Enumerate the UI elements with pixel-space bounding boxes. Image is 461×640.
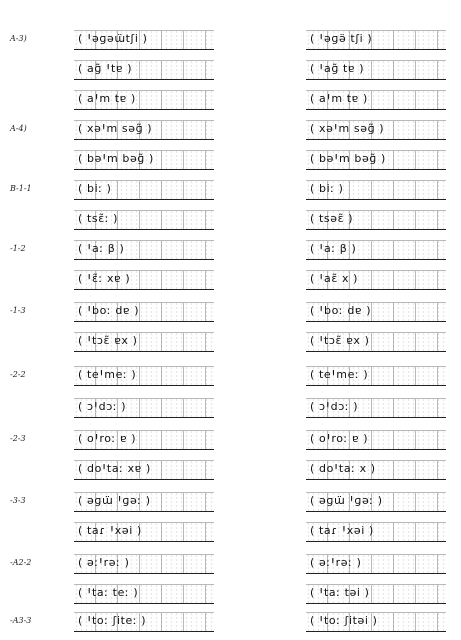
right-transcription: ( Ꞌaː β ) [310,242,357,255]
row [0,146,461,176]
left-transcription: ( biː ) [78,182,112,195]
row [0,456,461,486]
right-transcription: ( doꞋtaː x ) [310,462,376,475]
row-33 [0,488,461,518]
left-transcription-cell [74,398,214,418]
left-transcription: ( Ꞌboː dɐ ) [78,304,140,317]
left-transcription: ( Ꞌtaː teː ) [78,586,139,599]
row-22 [0,362,461,392]
row-12 [0,236,461,266]
left-transcription-cell [74,522,214,542]
right-transcription-cell [306,270,446,290]
row-a22 [0,550,461,580]
right-transcription: ( aꞋm tɐ ) [310,92,368,105]
right-transcription: ( əːꞋrəː ) [310,556,362,569]
right-transcription-cell [306,430,446,450]
row [0,56,461,86]
right-transcription-cell [306,210,446,230]
row [0,266,461,296]
left-transcription: ( doꞋtaː xɐ ) [78,462,151,475]
left-transcription: ( aꞋm tɐ ) [78,92,136,105]
left-transcription: ( aɡ̃ Ꞌtɐ ) [78,62,133,75]
right-transcription: ( Ꞌtɔɛ̃ ɐx ) [310,334,370,347]
left-transcription: ( tsɛ̃ː ) [78,212,119,225]
left-transcription-cell [74,302,214,322]
right-transcription: ( bəꞋm bəɡ̃ ) [310,152,386,165]
left-transcription-cell [74,210,214,230]
left-transcription-cell [74,60,214,80]
right-transcription-cell [306,150,446,170]
left-transcription-cell [74,120,214,140]
row [0,518,461,548]
right-transcription-cell [306,554,446,574]
left-transcription-cell [74,30,214,50]
right-transcription-cell [306,120,446,140]
right-transcription-cell [306,398,446,418]
row-23 [0,426,461,456]
right-transcription-cell [306,522,446,542]
left-transcription-cell [74,332,214,352]
right-transcription: ( tsəɛ̃ ) [310,212,354,225]
row-a3 [0,26,461,56]
left-transcription-cell [74,90,214,110]
row-b11 [0,176,461,206]
row [0,328,461,358]
right-transcription: ( Ꞌaɡ̃ tɐ ) [310,62,365,75]
left-transcription-cell [74,270,214,290]
right-transcription-cell [306,180,446,200]
right-transcription: ( teꞋmeː ) [310,368,369,381]
row-label: -1-2 [10,244,26,253]
right-transcription: ( Ꞌboː dɐ ) [310,304,372,317]
left-transcription-cell [74,554,214,574]
right-transcription: ( əɡɯ̈ Ꞌɡəː ) [310,494,383,507]
right-transcription: ( biː ) [310,182,344,195]
row-label: -3-3 [10,496,26,505]
left-transcription: ( teꞋmeː ) [78,368,137,381]
row-label: B-1-1 [10,184,32,193]
row-13 [0,298,461,328]
row [0,86,461,116]
right-transcription-cell [306,612,446,632]
right-transcription-cell [306,366,446,386]
left-transcription-cell [74,240,214,260]
row [0,580,461,610]
row-a33 [0,608,461,638]
left-transcription: ( Ꞌaː β ) [78,242,125,255]
right-transcription: ( Ꞌtaː təi ) [310,586,370,599]
row-label: -2-3 [10,434,26,443]
right-transcription: ( Ꞌtoː ʃitəi ) [310,614,378,627]
row [0,394,461,424]
left-transcription: ( Ꞌəɡəɯ̈tʃi ) [78,32,148,45]
left-transcription: ( əɡɯ̈ Ꞌɡəː ) [78,494,151,507]
right-transcription-cell [306,332,446,352]
right-transcription-cell [306,30,446,50]
right-transcription-cell [306,584,446,604]
row-label: -2-2 [10,370,26,379]
right-transcription-cell [306,90,446,110]
left-transcription-cell [74,612,214,632]
row-label: -A3-3 [10,616,32,625]
row-label: A-3) [10,34,27,43]
right-transcription-cell [306,60,446,80]
row-label: -1-3 [10,306,26,315]
right-transcription-cell [306,492,446,512]
right-transcription-cell [306,460,446,480]
left-transcription-cell [74,180,214,200]
row [0,206,461,236]
right-transcription-cell [306,302,446,322]
left-transcription: ( bəꞋm bəɡ̃ ) [78,152,154,165]
right-transcription: ( oꞋroː ɐ ) [310,432,369,445]
right-transcription-cell [306,240,446,260]
left-transcription-cell [74,430,214,450]
right-transcription: ( ɔꞋdɔː ) [310,400,359,413]
left-transcription: ( oꞋroː ɐ ) [78,432,137,445]
right-transcription: ( xəꞋm səɡ̃ ) [310,122,385,135]
row-a4 [0,116,461,146]
left-transcription-cell [74,150,214,170]
left-transcription: ( ɔꞋdɔː ) [78,400,127,413]
left-transcription-cell [74,460,214,480]
left-transcription-cell [74,366,214,386]
left-transcription: ( əːꞋrəː ) [78,556,130,569]
left-transcription: ( Ꞌtoː ʃiteː ) [78,614,147,627]
row-label: A-4) [10,124,27,133]
left-transcription: ( Ꞌtɔɛ̃ ɐx ) [78,334,138,347]
row-label: -A2-2 [10,558,32,567]
left-transcription: ( xəꞋm səɡ̃ ) [78,122,153,135]
right-transcription: ( Ꞌəɡə̈ tʃi ) [310,32,373,45]
left-transcription: ( taɾ Ꞌxəi ) [78,524,142,537]
left-transcription: ( Ꞌɛ̃ː xɐ ) [78,272,131,285]
left-transcription-cell [74,584,214,604]
right-transcription: ( Ꞌaɛ̃ x ) [310,272,359,285]
right-transcription: ( taɾ Ꞌxəi ) [310,524,374,537]
left-transcription-cell [74,492,214,512]
